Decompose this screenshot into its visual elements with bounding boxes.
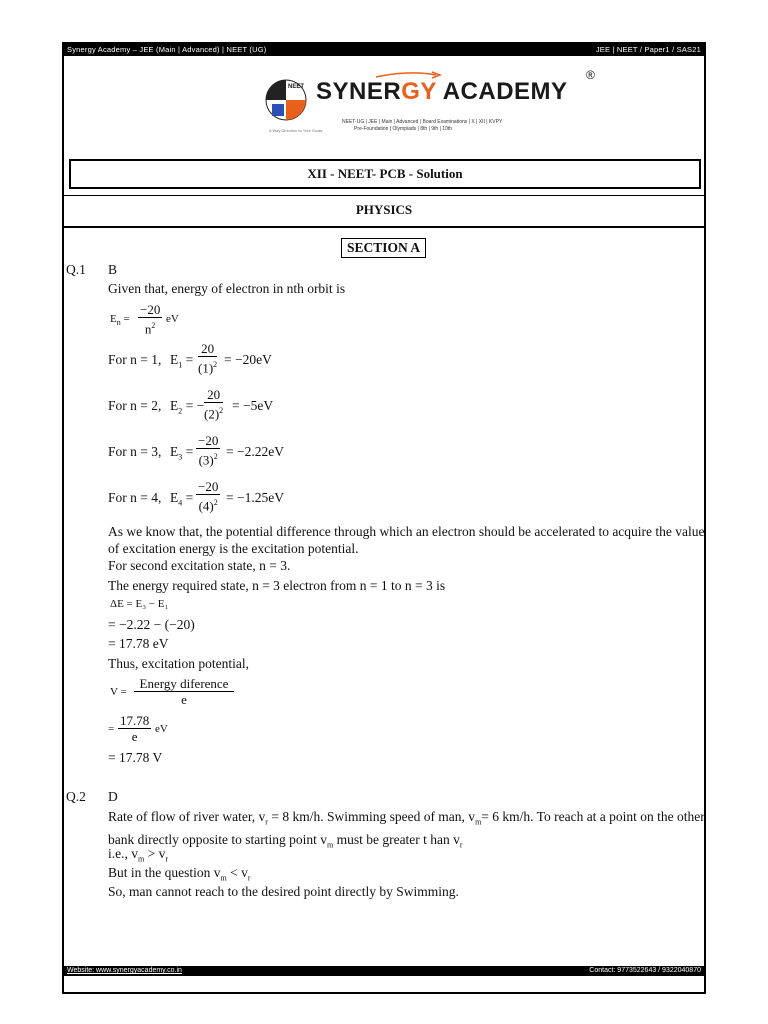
subject-heading: PHYSICS — [355, 202, 413, 217]
equation-delta: ΔE = E₃ − E₁ — [110, 598, 169, 610]
solution-paragraph: As we know that, the potential difference through which an electron should be accelerated to acquire the value of excitation energy is the excitation potential. — [108, 524, 705, 556]
section-heading: SECTION A — [341, 238, 426, 258]
footer-website: Website: www.synergyacademy.co.in — [67, 967, 182, 974]
solution-text: But in the question $v_m < v_r$ — [108, 865, 251, 883]
brand-part-a: SYNER — [316, 78, 402, 105]
logo-tagline: A Way Direction to Your Goals — [269, 128, 323, 133]
answer-option: D — [108, 789, 118, 804]
solution-text: Thus, excitation potential, — [108, 656, 249, 671]
registered-mark: ® — [586, 68, 595, 82]
equation-unit: eV — [166, 313, 179, 325]
svg-text:NEET: NEET — [288, 84, 305, 90]
solution-text: The energy required state, n = 3 electron from n = 1 to n = 3 is — [108, 578, 446, 593]
footer-bar — [64, 966, 704, 976]
equation-fraction: $\frac{-20}{n^2}$ — [140, 302, 161, 337]
question-number: Q.1 — [66, 262, 86, 277]
solution-text: i.e., $v_m > v_r$ — [108, 846, 169, 864]
logo-emblem-icon — [264, 70, 308, 128]
footer-contact: Contact: 9773522643 / 9322040870 — [589, 967, 701, 974]
solution-text: So, man cannot reach to the desired point directly by Swimming. — [108, 884, 459, 899]
logo-programs-line: Pre-Foundation | Olympiads | 8th | 9th | 10th — [354, 126, 453, 132]
logo-courses-line: NEET-UG | JEE | Main | Advanced | Board Examinations | X | XII | KVPY — [342, 119, 503, 125]
solution-paragraph: Rate of flow of river water, $v_r = 8$ km/h. Swimming speed of man, $v_m= 6$ km/h. To reach at a point on the other bank directly opposite to starting point $v_m$ must be greater t han $v_r$ — [108, 809, 705, 850]
brand-part-b: GY — [401, 78, 437, 105]
equation-lhs: = — [108, 723, 115, 735]
paper-title: XII - NEET- PCB - Solution — [69, 159, 701, 189]
equation-fraction: $\frac{17.78}{e}$ — [120, 713, 150, 744]
calculation-line: = 17.78 eV — [108, 636, 169, 651]
header-left: Synergy Academy – JEE (Main | Advanced) | NEET (UG) — [67, 45, 267, 54]
brand-name — [316, 78, 568, 106]
solution-text: For second excitation state, n = 3. — [108, 558, 291, 573]
equation-lhs: $E_n$ = — [110, 313, 130, 328]
equation-fraction: Energy diference e — [134, 676, 234, 707]
brand-part-c: ACADEMY — [436, 78, 568, 105]
final-answer: = 17.78 V — [108, 750, 163, 765]
header-bar — [64, 44, 704, 56]
equation-lhs: V = — [110, 686, 127, 698]
header-right: JEE | NEET / Paper1 / SAS21 — [595, 45, 701, 54]
solution-text: Given that, energy of electron in nth orbit is — [108, 281, 346, 296]
divider — [64, 226, 704, 228]
brand-arrow-icon — [374, 70, 444, 80]
divider — [64, 195, 704, 196]
question-number: Q.2 — [66, 789, 86, 804]
calculation-line: = −2.22 − (−20) — [108, 617, 195, 632]
equation-unit: eV — [155, 723, 168, 735]
answer-option: B — [108, 262, 118, 277]
